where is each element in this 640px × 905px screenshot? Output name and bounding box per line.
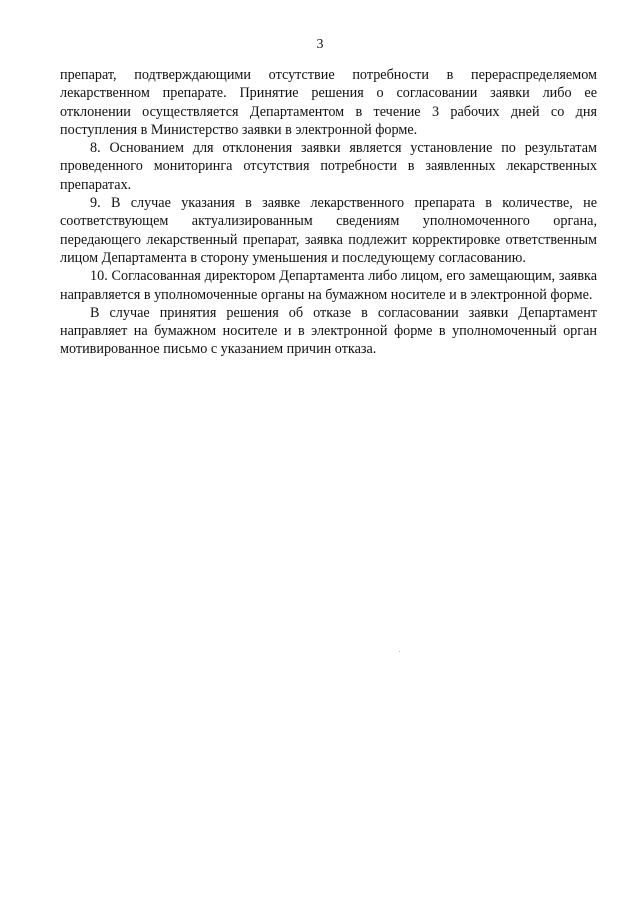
page-number: 3	[316, 37, 324, 52]
scan-speck	[399, 651, 400, 652]
paragraph-refusal: В случае принятия решения об отказе в согласовании заявки Департамент направляет на бумажном носителе и в электронной форме в уполномоченный орган мотивированное письмо с указанием причин отказа.	[60, 304, 597, 358]
paragraph-continuation: препарат, подтверждающими отсутствие потребности в перераспределяемом лекарственном препарате. Принятие решения о согласовании заявки либо ее отклонении осуществляется Департаментом в течение 3 рабочих дней со дня поступления в Министерство заявки в электронной форме.	[60, 67, 597, 138]
paragraph-item-10: 10. Согласованная директором Департамента либо лицом, его замещающим, заявка направляется в уполномоченные органы на бумажном носителе и в электронной форме.	[60, 268, 597, 303]
paragraph-item-8: 8. Основанием для отклонения заявки является установление по результатам проведенного мониторинга отсутствия потребности в заявленных лекарственных препаратах.	[60, 140, 597, 193]
paragraph-item-9: 9. В случае указания в заявке лекарственного препарата в количестве, не соответствующем актуализированным сведениям уполномоченного органа, передающего лекарственный препарат, заявка подлежит корректировке ответственным лицом Департамента в сторону уменьшения и последующему согласованию.	[60, 195, 597, 266]
document-body	[60, 66, 597, 359]
